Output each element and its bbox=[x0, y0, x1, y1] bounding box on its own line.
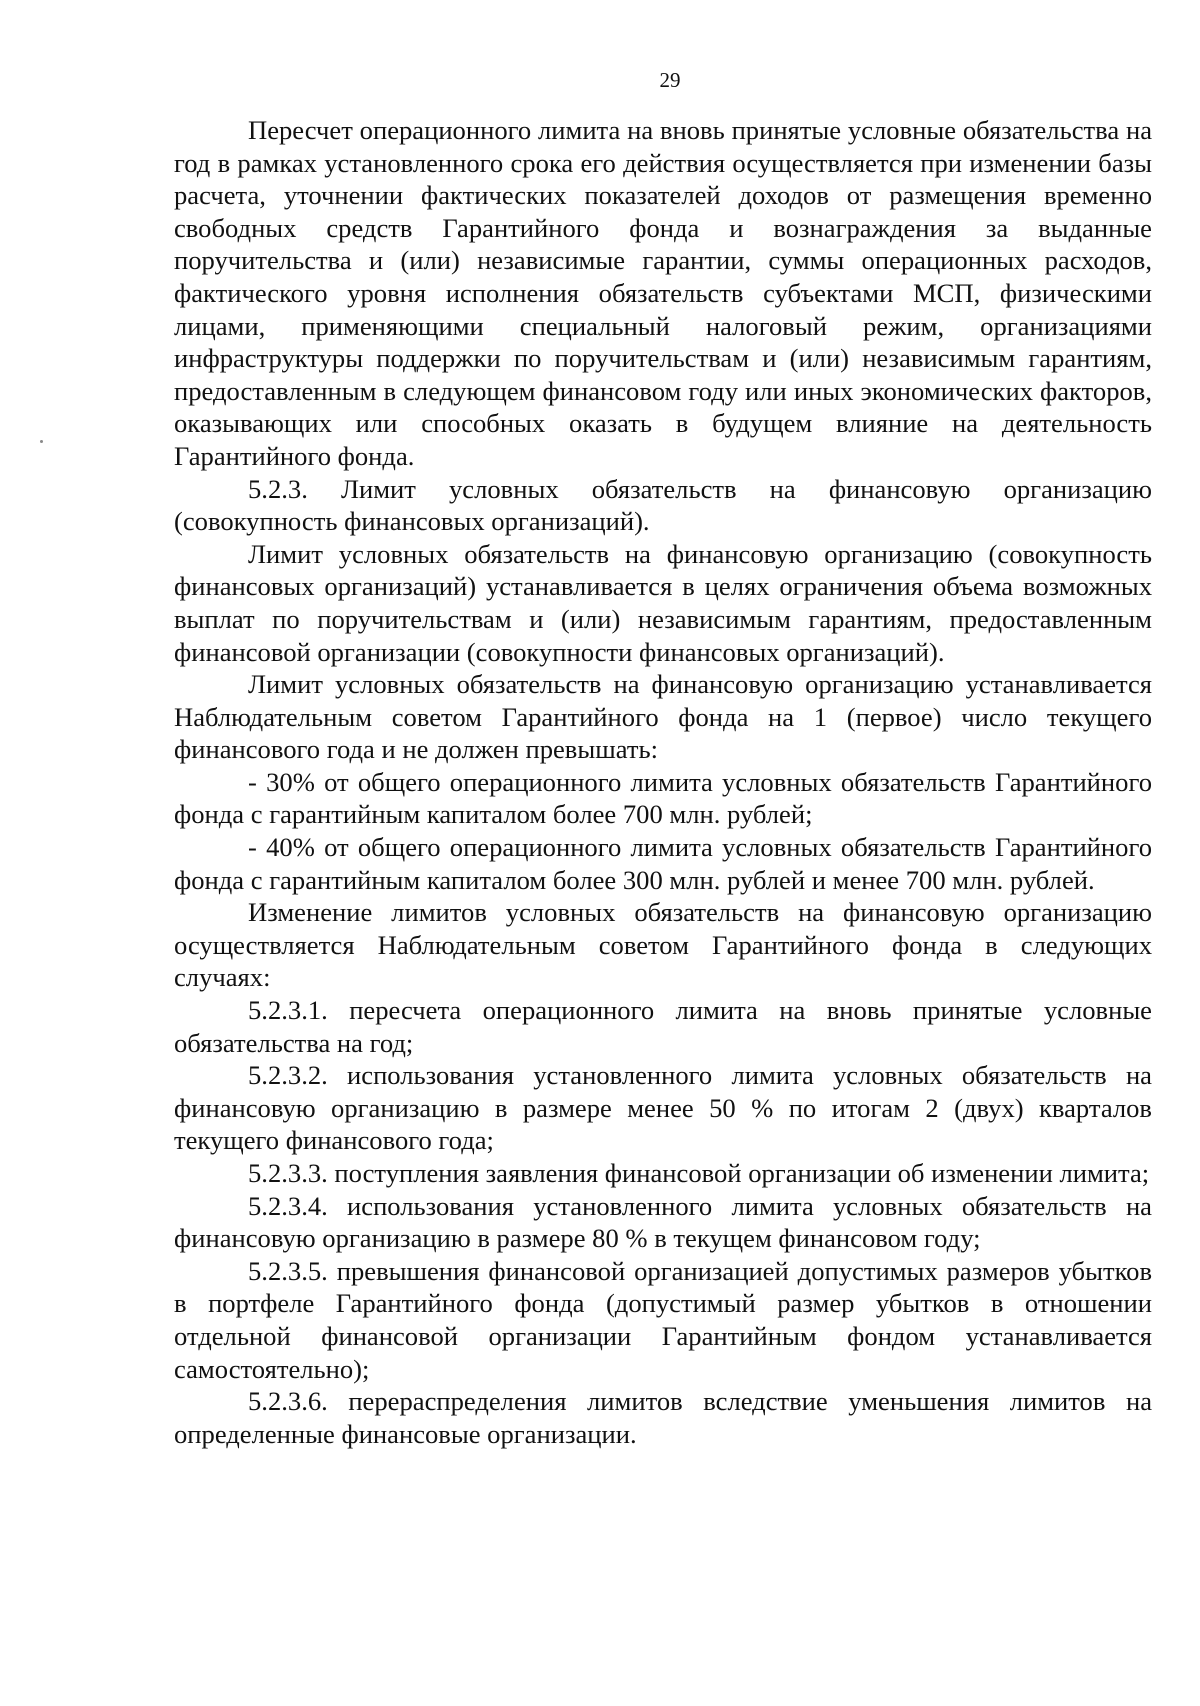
paragraph-limit-purpose: Лимит условных обязательств на финансовую организацию (совокупность финансовых организаций) устанавливается в целях ограничения объема возможных выплат по поручительствам и (или) независимым гарантиям, предоставленным финансовой организации (совокупности финансовых организаций). bbox=[174, 538, 1152, 667]
clause-5-2-3-3: 5.2.3.3. поступления заявления финансовой организации об изменении лимита; bbox=[248, 1158, 1150, 1188]
paragraph-recalculation: Пересчет операционного лимита на вновь принятые условные обязательства на год в рамках установленного срока его действия осуществляется при изменении базы расчета, уточнении фактических показателей доходов от размещения временно свободных средств Гарантийного фонда и вознаграждения за выданные поручительства и (или) независимые гарантии, суммы операционных расходов, фактического уровня исполнения обязательств субъектами МСП, физическими лицами, применяющими специальный налоговый режим, организациями инфраструктуры поддержки по поручительствам и (или) независимым гарантиям, предоставленным в следующем финансовом году или иных экономических факторов, оказывающих или способных оказать в будущем влияние на деятельность Гарантийного фонда. bbox=[174, 115, 1152, 471]
section-5-2-3-heading: 5.2.3. Лимит условных обязательств на финансовую организацию (совокупность финансовых организаций). bbox=[174, 473, 1152, 537]
paragraph-limit-setting: Лимит условных обязательств на финансовую организацию устанавливается Наблюдательным советом Гарантийного фонда на 1 (первое) число текущего финансового года и не должен превышать: bbox=[174, 669, 1152, 765]
paragraph-limit-change: Изменение лимитов условных обязательств на финансовую организацию осуществляется Наблюдательным советом Гарантийного фонда в следующих случаях: bbox=[174, 897, 1152, 993]
page-number: 29 bbox=[659, 68, 681, 92]
document-body bbox=[174, 114, 1152, 1450]
clause-5-2-3-5: 5.2.3.5. превышения финансовой организацией допустимых размеров убытков в портфеле Гарантийного фонда (допустимый размер убытков в отношении отдельной финансовой организации Гарантийным фондом устанавливается самостоятельно); bbox=[174, 1255, 1152, 1384]
list-item-40-percent: - 40% от общего операционного лимита условных обязательств Гарантийного фонда с гарантийным капиталом более 300 млн. рублей и менее 700 млн. рублей. bbox=[174, 832, 1152, 895]
clause-5-2-3-2: 5.2.3.2. использования установленного лимита условных обязательств на финансовую организацию в размере менее 50 % по итогам 2 (двух) кварталов текущего финансового года; bbox=[174, 1060, 1152, 1156]
clause-5-2-3-6: 5.2.3.6. перераспределения лимитов вследствие уменьшения лимитов на определенные финансовые организации. bbox=[174, 1386, 1152, 1449]
clause-5-2-3-1: 5.2.3.1. пересчета операционного лимита на вновь принятые условные обязательства на год; bbox=[174, 995, 1152, 1058]
clause-5-2-3-4: 5.2.3.4. использования установленного лимита условных обязательств на финансовую организацию в размере 80 % в текущем финансовом году; bbox=[174, 1190, 1152, 1254]
list-item-30-percent: - 30% от общего операционного лимита условных обязательств Гарантийного фонда с гарантийным капиталом более 700 млн. рублей; bbox=[174, 766, 1152, 830]
scan-speck bbox=[40, 440, 43, 443]
